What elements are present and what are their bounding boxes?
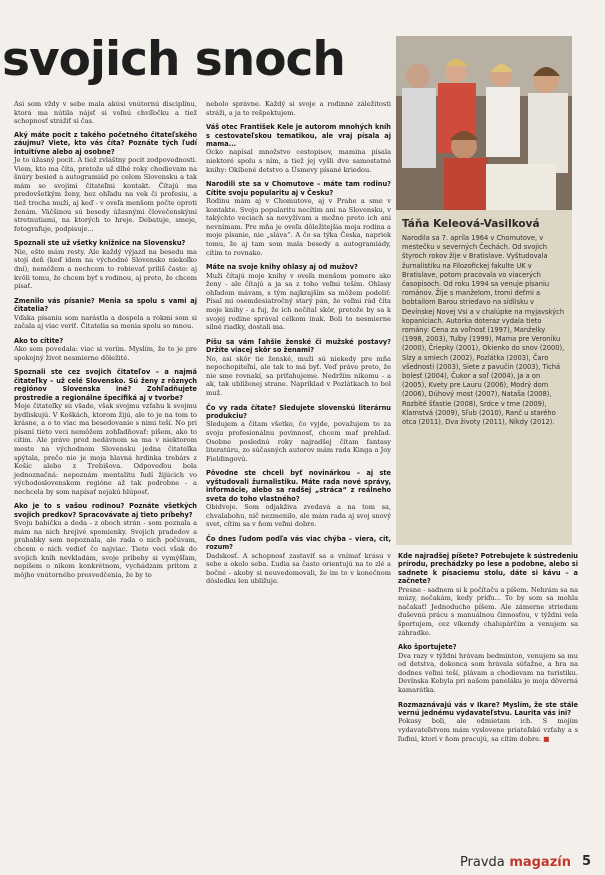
brand-prefix: Pravda <box>459 855 505 870</box>
qa-item <box>206 123 391 174</box>
answer: Je to úžasný pocit. A tiež zvláštny pocit zodpovednosti. Viem, kto ma číta, pretože už dlhé roky chodievam na šnúry besied a autogramiád po celom Slovensku a tak mám so svojimi čitateľmi kontakt. Čítajú ma predovšetkým ženy, bez ohľadu na vek či profesiu, a tiež trocha muži, aj keď - v oveľa menšom počte oproti ženám. Väčšinou sú besedy úžasnými človečenskými stretnutiami, na ktorých to hreje. Debatuje, smeje, fotografuje, podpisuje... <box>14 156 197 233</box>
question: Ako je to s vašou rodinou? Poznáte všetkých svojich predkov? Spracovávate aj tieto príbehy? <box>14 502 197 519</box>
question: Váš otec František Kele je autorom mnohých kníh s cestovateľskou tematikou, ale vraj písala aj mama... <box>206 123 391 148</box>
answer: No, asi skôr tie ženské, muži sú niekedy pre mňa nepochopiteľní, ale tak to má byť. Veď práve preto, že nie sme rovnakí, sa priťahujeme. Nedržím nikomu - a ak, tak ublíženej strane. Napríklad v Pozlátkach to bol muž. <box>206 354 391 397</box>
answer: Nie, ešte mám resty. Ale každý výjazd na besedu ma stojí deň (keď idem na východné Slovensko niekoľko dní), nemôžem a nechcem to robievať príliš často: aj kvôli tomu, že chcem byť s rodinou, aj preto, že chcem písať. <box>14 247 197 291</box>
answer: Dva razy v týždni hrávam bedminton, venujem sa mu od detstva, dokonca som hrávala súťažne, a hra na dodnes veľmi teší, plávam a chodievam na turistiku. Devínska Kobyla pri našom paneláku je moja dôverná kamarátka. <box>398 651 578 694</box>
answer: Rodinu mám aj v Chomutove, aj v Prahe a sme v kontakte. Svoju popularitu necítim ani na Slovensku, v takýchto veciach sa nevyžívam a možno preto ich ani nevnímam. Pre mňa je oveľa dôležitejšia moja rodina a moje písanie, nie „sláva“. A čo sa týka Česka, napriek tomu, že aj tam som mala besedy a autogramiády, cítim to rovnako. <box>206 197 391 257</box>
answer: Obidvoje. Som odjakživa zvedavá a na tom sa, chvalabohu, nič nezmenilo, ale mám rada aj svoj snový svet, cítim sa v ňom veľmi dobre. <box>206 502 391 529</box>
qa-item <box>206 263 391 332</box>
magazine-brand <box>460 855 571 870</box>
qa-item <box>206 100 391 117</box>
author-bio-box <box>396 210 572 545</box>
column-middle <box>206 100 391 592</box>
question: Rozmaznávajú vás v Ikare? Myslím, že ste stále vernú jednému vydavateľstvu. Laurita vás ini? <box>398 700 578 717</box>
question: Ako športujete? <box>398 643 457 652</box>
answer: Muži čítajú moje knihy v oveľa menšom pomere ako ženy - ale čítajú a ja sa z toho veľmi teším. Ohlasy ohľadom mávam, s tým najkrajším sa môžem podeliť: Písal mi osemdesiatročný starý pán, že veľmi rád číta moje knihy - a fuj, že ich nečítal skôr, pretože by sa k svojej rodine správal celkom inak. Boli to nesmierne silné riadky, dostali ma. <box>206 271 391 332</box>
qa-item <box>206 338 391 398</box>
qa-item <box>398 643 578 694</box>
question: Ako to cítite? <box>14 336 64 345</box>
answer: Presne - sadnem si k počítaču a píšem. Nehrám sa na múzy, nečakám, kedy príďu... To by som sa mohla načakať! Jednoducho píšem. Ale zámerne striedam duševnú prácu s manuálnou činnosťou, v týždni vela športujem, cez víkendy chalupárčím a venujem sa záhradke. <box>398 585 578 637</box>
answer: Ako som povedala: viac si verím. Myslím, že to je pre spokojný život nesmierne dôležité. <box>14 345 197 362</box>
intro-paragraph: Asi som vždy v sebe mala akúsi vnútornú disciplínu, ktorá ma nútila nájsť si voľnú chvíľočku a tiež schopnosť strážiť si čas. <box>14 100 197 126</box>
question: Máte na svoje knihy ohlasy aj od mužov? <box>206 263 358 272</box>
qa-item <box>14 131 197 234</box>
qa-item <box>14 337 197 363</box>
qa-item <box>206 404 391 464</box>
qa-item <box>14 368 197 496</box>
answer: Dadskosť. A schopnosť zastaviť sa a vnímať krásu v sebe a okolo seba. Ľudia sa často orientujú na to zlé a bočné - akoby si neuvedomovali, že im to v konečnom dôsledku len ubližuje. <box>206 551 391 586</box>
page-headline: svojich snoch <box>2 32 345 87</box>
qa-item <box>206 535 391 586</box>
question: Čo dnes ľudom podľa vás viac chýba – viera, cit, rozum? <box>206 534 391 552</box>
column-left <box>14 100 197 585</box>
qa-item <box>14 239 197 290</box>
answer: Svoju babičku a deda - z oboch strán - som poznala a mám na nich hrejivé spomienky. Svojich pradedov a prababky som nepoznala, ale rada o nich počúvam, chcem o nich vedieť čo najviac. Tieto veci však do svojich kníh nevkladám, svoje príbehy si vymýšľam, nepíšem o nikom konkrétnom, vychádzam pritom z môjho vnútorného presvedčenia, že by to <box>14 519 197 579</box>
answer-text: Pokusy boli, ale odmietam ich. S mojím vydavateľstvom mám vyslovene priateľské vzťahy a s ľuďmi, ktorí v ňom pracujú, sa cítim dobre. <box>398 717 578 743</box>
page-number: 5 <box>581 854 591 869</box>
brand-suffix: magazín <box>509 855 571 870</box>
question: Narodili ste sa v Chomutove – máte tam rodinu? Cítite svoju popularitu aj v Česku? <box>206 180 391 197</box>
answer: Sledujem a čítam všetko, čo vyjde, považujem to za svoju profesionálnu povinnosť, chcem mať prehľad. Osobne poslednú roky najradšej čítam fantasy literatúru, zo súčasných autorov mám rada Kinga a Joy Fieldingovú. <box>206 420 391 463</box>
qa-item <box>14 297 197 331</box>
question: Čo vy rada čítate? Sledujete slovenskú literárnu produkciu? <box>206 403 391 420</box>
question: Kde najradšej píšete? Potrebujete k sústredeniu prírodu, prechádzky po lese a podobne, alebo si sadnete k písaciemu stolu, dáte si kávu – a začnete? <box>398 552 578 586</box>
question: Píšu sa vám ľahšie ženské či mužské postavy? Držíte viacej skôr so ženami? <box>206 337 391 355</box>
question: Aký máte pocit z takého početného čitateľského záujmu? Viete, kto vás číta? Poznáte tých ľudí intuitívne alebo aj osobne? <box>14 130 197 156</box>
qa-item <box>14 502 197 579</box>
answer: Moje čitateľky sú všade, však svojmu vzťahu k svojmu bydliskujú. V Koškách, ktorom žijú, ale to je na tom to krásne, a o to viac ma besedovanie s nimi teší. No pri písaní tieto veci nemôžem zohľadňovať: píšem, ako to cítim. Ale práve pred nedávnom sa ma v niektorom meste na východnom Slovensku jedna čitateľka spýtala, prečo nie je moja hlavná hrdinka trebárs z Košíc alebo z Trebišova. Odpoveďou bola jednoznačná: nepoznám mentalitu ľudí žijúcich vo východoslovenskom regióne až tak podrobne - a nechcela by som napísať nejakú hlúposť. <box>14 401 197 496</box>
answer: nebolo správne. Každý si svoje a rodinné záležitosti stráži, a ja to rešpektujem. <box>206 100 391 117</box>
qa-item <box>206 469 391 528</box>
bio-name: Táňa Keleová-Vasilková <box>402 218 540 230</box>
end-mark-icon: ■ <box>543 734 550 743</box>
bio-text: Narodila sa 7. apríla 1964 v Chomutove, v mestečku v severných Čechách. Od svojich štyroch rokov žije v Bratislave. Vyštudovala žurnalistiku na Filozofickej fakulte UK v Bratislave, potom pracovala vo viacerých časopisoch. Od roku 1994 sa venuje písaniu románov. Žije s manželom, tromi deťmi a bobtailom Barou striedavo na sídlisku v Devínskej Novej Vsi a v chalúpke na myjavských kopaniciach. Autorka doteraz vydala tieto romány: Cena za voľnosť (1997), Manželky (1998, 2003), Tulby (1999), Mama pre Veroniku (2000), Čriepky (2001), Okienko do snov (2000), Slzy a smiech (2002), Pozlátka (2003), Čaro všednosti (2003), Siete z pavučín (2003), Tichá bolesť (2004), Čukor a soľ (2004), Ja a on (2005), Kvety pre Lauru (2006), Modrý dom (2006), Dúhový most (2007), Nataša (2008), Rozbité šťastie (2008), Srdce v tme (2009), Klamstvá (2009), Sľub (2010), Ranč u starého otca (2011), Dva životy (2011), Nikdy (2012). <box>402 234 565 427</box>
qa-item <box>398 701 578 744</box>
author-photo <box>396 36 572 210</box>
qa-item <box>206 180 391 257</box>
question: Pôvodne ste chceli byť novinárkou – aj ste vyštudovali žurnalistiku. Máte rada nové správy, informácie, alebo sa radšej „stráca“ z reálneho sveta do toho vlastného? <box>206 469 391 503</box>
qa-item <box>398 552 578 637</box>
question: Zmenilo vás písanie? Menia sa spolu s vami aj čitatelia? <box>14 296 197 314</box>
answer: Vďaka písaniu som narástla a dospela a rokmi som si začala aj viac veriť. Čitatelia sa menia spolu so mnou. <box>14 313 197 331</box>
answer <box>398 717 578 743</box>
answer: Ocko napísal množstvo cestopisov, mamina písala niektoré spolu s ním, a tiež jej vyšli dve samostatné knihy: Okíbené detstvo a Úsmevy písané kriedou. <box>206 148 391 174</box>
page-footer <box>0 851 605 875</box>
question: Spoznali ste cez svojich čitateľov – a najmä čitateľky – už celé Slovensko. Sú ženy z rôznych regiónov Slovenska iné? Zohľadňujete prostredie a regionálne špecifiká aj v tvorbe? <box>14 368 197 402</box>
column-right <box>398 552 578 749</box>
question: Spoznali ste už všetky knižnice na Slovensku? <box>14 239 186 248</box>
